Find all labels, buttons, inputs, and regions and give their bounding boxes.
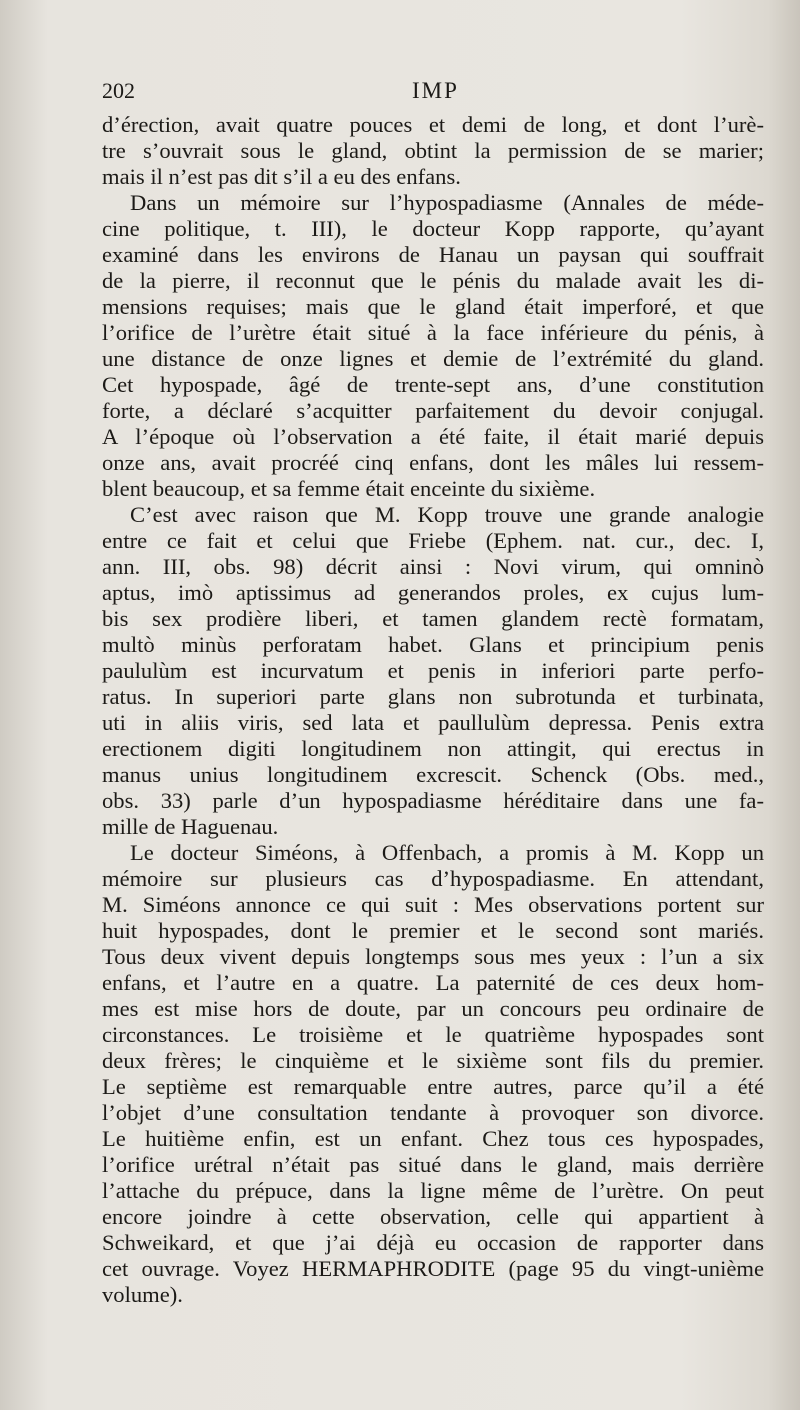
text-line: l’objet d’une consultation tendante à provoquer son divorce. [102, 1100, 764, 1125]
text-line: huit hypospades, dont le premier et le second sont mariés. [102, 918, 764, 943]
text-line: circonstances. Le troisième et le quatrième hypospades sont [102, 1022, 764, 1047]
text-line: l’orifice de l’urètre était situé à la face inférieure du pénis, à [102, 320, 764, 345]
text-line: encore joindre à cette observation, celle qui appartient à [102, 1204, 764, 1229]
text-line: Schweikard, et que j’ai déjà eu occasion de rapporter dans [102, 1230, 764, 1255]
text-line: Le docteur Siméons, à Offenbach, a promis à M. Kopp un [130, 840, 764, 865]
text-line: d’érection, avait quatre pouces et demi de long, et dont l’urè- [102, 112, 764, 137]
text-line: aptus, imò aptissimus ad generandos proles, ex cujus lum- [102, 580, 764, 605]
text-line: ratus. In superiori parte glans non subrotunda et turbinata, [102, 684, 764, 709]
text-line: mémoire sur plusieurs cas d’hypospadiasme. En attendant, [102, 866, 764, 891]
text-line: ann. III, obs. 98) décrit ainsi : Novi virum, qui omninò [102, 554, 764, 579]
running-head: IMP [412, 78, 459, 103]
text-line: cine politique, t. III), le docteur Kopp rapporte, qu’ayant [102, 216, 764, 241]
text-line: M. Siméons annonce ce qui suit : Mes observations portent sur [102, 892, 764, 917]
text-line: volume). [102, 1282, 183, 1307]
text-line: C’est avec raison que M. Kopp trouve une grande analogie [130, 502, 764, 527]
text-line: deux frères; le cinquième et le sixième sont fils du premier. [102, 1048, 764, 1073]
text-line: erectionem digiti longitudinem non attingit, qui erectus in [102, 736, 764, 761]
text-line: Le septième est remarquable entre autres, parce qu’il a été [102, 1074, 764, 1099]
page-header [102, 78, 762, 108]
text-line: Cet hypospade, âgé de trente-sept ans, d’une constitution [102, 372, 764, 397]
text-line: examiné dans les environs de Hanau un paysan qui souffrait [102, 242, 764, 267]
text-line: blent beaucoup, et sa femme était enceinte du sixième. [102, 476, 596, 501]
text-line: entre ce fait et celui que Friebe (Ephem. nat. cur., dec. I, [102, 528, 764, 553]
text-line: uti in aliis viris, sed lata et paullulùm depressa. Penis extra [102, 710, 764, 735]
text-line: onze ans, avait procréé cinq enfans, dont les mâles lui ressem- [102, 450, 764, 475]
text-line: l’attache du prépuce, dans la ligne même de l’urètre. On peut [102, 1178, 764, 1203]
body-text [102, 112, 764, 1308]
page-number: 202 [102, 78, 135, 103]
text-line: Tous deux vivent depuis longtemps sous mes yeux : l’un a six [102, 944, 764, 969]
text-line: de la pierre, il reconnut que le pénis du malade avait les di- [102, 268, 764, 293]
text-line: enfans, et l’autre en a quatre. La paternité de ces deux hom- [102, 970, 764, 995]
text-line: cet ouvrage. Voyez HERMAPHRODITE (page 95 du vingt-unième [102, 1256, 764, 1281]
text-line: paululùm est incurvatum et penis in inferiori parte perfo- [102, 658, 764, 683]
text-line: mille de Haguenau. [102, 814, 279, 839]
text-line: A l’époque où l’observation a été faite, il était marié depuis [102, 424, 764, 449]
text-line: Le huitième enfin, est un enfant. Chez tous ces hypospades, [102, 1126, 764, 1151]
text-line: mensions requises; mais que le gland était imperforé, et que [102, 294, 764, 319]
text-line: manus unius longitudinem excrescit. Schenck (Obs. med., [102, 762, 764, 787]
text-line: multò minùs perforatam habet. Glans et principium penis [102, 632, 764, 657]
text-line: mes est mise hors de doute, par un concours peu ordinaire de [102, 996, 764, 1021]
text-line: bis sex prodière liberi, et tamen glandem rectè formatam, [102, 606, 764, 631]
text-line: mais il n’est pas dit s’il a eu des enfans. [102, 164, 461, 189]
text-line: forte, a déclaré s’acquitter parfaitement du devoir conjugal. [102, 398, 764, 423]
text-line: obs. 33) parle d’un hypospadiasme héréditaire dans une fa- [102, 788, 764, 813]
text-line: Dans un mémoire sur l’hypospadiasme (Annales de méde- [130, 190, 764, 215]
text-line: l’orifice urétral n’était pas situé dans le gland, mais derrière [102, 1152, 764, 1177]
text-line: une distance de onze lignes et demie de l’extrémité du gland. [102, 346, 764, 371]
text-line: tre s’ouvrait sous le gland, obtint la permission de se marier; [102, 138, 764, 163]
